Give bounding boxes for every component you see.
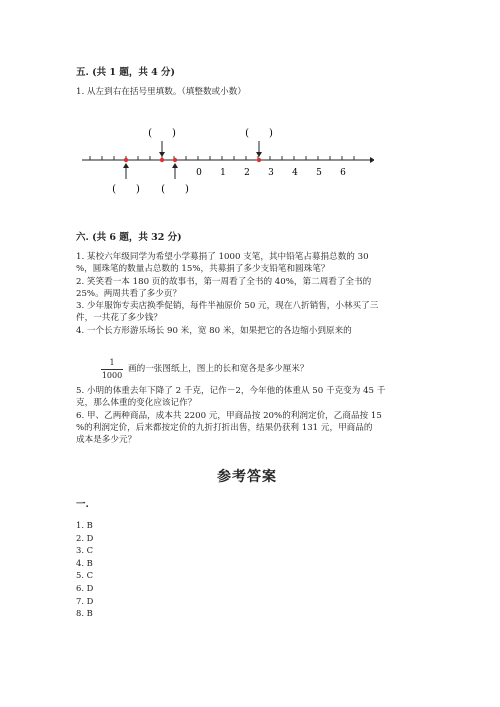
answer-item: 7. D: [76, 595, 94, 606]
point-d: [257, 158, 261, 162]
point-c: [173, 158, 177, 162]
tick-label: 0: [196, 168, 202, 178]
text-line: 6. 甲、乙两种商品，成本共 2200 元，甲商品按 20%的利润定价，乙商品按 15: [76, 410, 382, 421]
text-line: 4. 一个长方形游乐场长 90 米，宽 80 米，如果把它的各边缩小到原来的: [76, 325, 352, 336]
fraction-numerator: 1: [109, 358, 115, 367]
answers-part: 一.: [76, 499, 89, 510]
answer-bracket: ( ): [148, 128, 176, 139]
answer-item: 4. B: [76, 557, 93, 568]
text-line: 件，一共花了多少钱？: [76, 313, 162, 324]
text-line: 成本是多少元？: [76, 435, 137, 446]
text-line: %，圆珠笔的数量占总数的 15%，共募捐了多少支铅笔和圆珠笔？: [76, 264, 330, 275]
answers-title: 参考答案: [217, 469, 277, 485]
arrow-up-icon: [172, 163, 178, 179]
axis-arrow: [370, 157, 374, 163]
answer-bracket: ( ): [245, 128, 273, 139]
text-line: %的利润定价，后来都按定价的九折打折出售，结果仍获利 131 元，甲商品的: [76, 422, 373, 433]
tick-label: 5: [316, 168, 322, 178]
text-line: 克，那么体重的变化应该记作？: [76, 398, 197, 409]
tick-label: 1: [220, 168, 226, 178]
question-5-1: 1. 从左到右在括号里填数。（填整数或小数）: [76, 87, 246, 97]
text-line: 3. 少年服饰专卖店换季促销，每件半袖原价 50 元，现在八折销售，小林买了三: [76, 301, 379, 312]
fraction-text: 画的一张图纸上，图上的长和宽各是多少厘米？: [128, 364, 309, 374]
point-a: [124, 158, 128, 162]
answer-item: 3. C: [76, 545, 94, 556]
text-line: 5. 小明的体重去年下降了 2 千克，记作－2，今年他的体重从 50 千克变为 45 千: [76, 386, 386, 396]
point-b: [160, 158, 164, 162]
arrow-down-icon: [256, 141, 262, 157]
scale-fraction: [101, 358, 123, 381]
problem-text-block-2: [76, 385, 385, 446]
number-line: [74, 122, 374, 202]
arrow-down-icon: [159, 141, 165, 157]
answer-list: [76, 519, 93, 620]
answer-item: 5. C: [76, 570, 94, 581]
fraction-bar: [101, 369, 123, 370]
section-6-title: 六. (共 6 题，共 32 分): [76, 232, 182, 243]
tick-label: 4: [292, 168, 298, 178]
text-line: 25%。两周共看了多少页？: [76, 288, 182, 299]
text-line: 1. 某校六年级同学为希望小学募捐了 1000 支笔，其中铅笔占募捐总数的 30: [76, 252, 369, 262]
answer-item: 1. B: [76, 520, 93, 530]
answer-item: 8. B: [76, 608, 93, 619]
answer-bracket: ( ): [161, 184, 189, 195]
section-5-title: 五. (共 1 题，共 4 分): [76, 67, 176, 78]
answer-bracket: ( ): [112, 184, 140, 195]
fraction-denominator: 1000: [101, 371, 123, 380]
tick-label: 6: [340, 168, 346, 178]
arrow-up-icon: [123, 163, 129, 179]
text-line: 2. 笑笑看一本 180 页的故事书，第一周看了全书的 40%，第二周看了全书的: [76, 276, 372, 287]
answer-item: 2. D: [76, 532, 94, 543]
problem-text-block: [76, 251, 378, 337]
answer-item: 6. D: [76, 582, 94, 593]
tick-label: 3: [268, 168, 274, 178]
axis-ticks: [90, 156, 354, 160]
tick-label: 2: [244, 168, 250, 178]
